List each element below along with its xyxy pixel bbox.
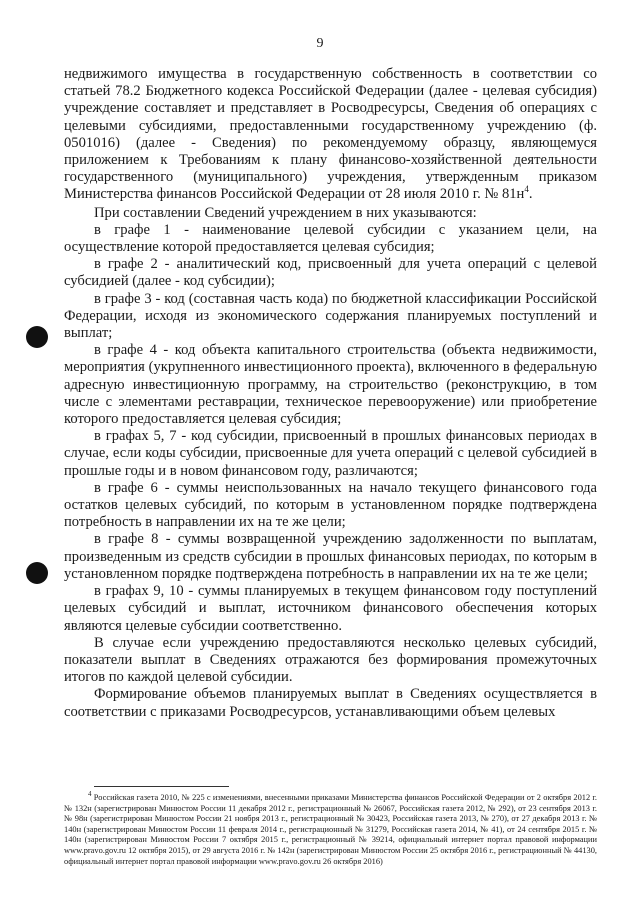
paragraph-list-intro: При составлении Сведений учреждением в них указываются:: [94, 204, 477, 221]
footnote-divider: [94, 786, 229, 787]
footnote: [64, 790, 597, 867]
paragraph-planned-payments: Формирование объемов планируемых выплат в Сведениях осуществляется в соответствии с приказами Росводресурсов, устанавливающими объем целевых: [64, 686, 597, 720]
footnote-reference: 4: [524, 184, 529, 195]
paragraph-column-1: в графе 1 - наименование целевой субсидии с указанием цели, на осуществление которой предоставляется целевая субсидия;: [64, 221, 597, 256]
paragraph-column-8: в графе 8 - суммы возвращенной учреждению задолженности по выплатам, произведенным из средств субсидии в прошлых финансовых периодах, по которым в установленном порядке подтверждена потребность в направлении их на те же цели;: [64, 531, 597, 582]
paragraph-column-2: в графе 2 - аналитический код, присвоенный для учета операций с целевой субсидией (далее - код субсидии);: [64, 256, 597, 290]
page-number: 9: [316, 36, 324, 51]
paragraph-column-6: в графе 6 - суммы неиспользованных на начало текущего финансового года остатков целевых субсидий, по которым в установленном порядке подтверждена потребность в направлении их на те же цели;: [64, 479, 597, 531]
footnote-text: Российская газета 2010, № 225 с изменениями, внесенными приказами Министерства финансов Российской Федерации от 2 октября 2012 г.№ 132н (зарегистрирован Минюстом России 11 декабря 2012 г., регистрационный № 26067, Российская газета 2012, № 292), от 23 сентября 2013 г. № 98н (зарегистрирован Минюстом России 21 ноября 2013 г., регистрационный № 30423, Российская газета 2013, № 270), от 27 декабря 2013 г. № 140н (зарегистрирован Минюстом России 11 февраля 2014 г., регистрационный № 31279, Российская газета 2014, № 41), от 24 сентября 2015 г. № 140н (зарегистрирован Минюстом России 7 октября 2015 г., регистрационный № 39214, официальный интернет портал правовой информации www.pravo.gov.ru 12 октября 2015), от 29 августа 2016 г. № 142н (зарегистрирован Минюстом России 25 октября 2016 г., регистрационный № 44130, официальный интернет портал правовой информации www.pravo.gov.ru 26 октября 2016): [64, 793, 597, 866]
paragraph-multiple-subsidies: В случае если учреждению предоставляются несколько целевых субсидий, показатели выплат в Сведениях отражаются без формирования промежуточных итогов по каждой целевой субсидии.: [64, 634, 597, 686]
binder-hole-top: [26, 326, 48, 348]
paragraph-intro: недвижимого имущества в государственную собственность в соответствии со статьей 78.2 Бюджетного кодекса Российской Федерации (далее - целевая субсидия) учреждение составляет и представляет в Росводресурсы, Сведения об операциях с целевыми субсидиями, предоставленными государственному учреждению (ф. 0501016) (далее - Сведения) по рекомендуемому образцу, являющемуся приложением к Требованиям к плану финансово-хозяйственной деятельности государственного (муниципального) учреждения, утвержденным приказом Министерства финансов Российской Федерации от 28 июля 2010 г. № $81н^4$.: [64, 66, 597, 203]
paragraph-column-4: в графе 4 - код объекта капитального строительства (объекта недвижимости, мероприятия (укрупненного инвестиционного проекта), включенного в федеральную адресную инвестиционную программу, на строительство (реконструкцию, в том числе с элементами реставрации, техническое перевооружение) или приобретение которого предоставляется целевая субсидия;: [64, 342, 597, 428]
paragraph-column-3: в графе 3 - код (составная часть кода) по бюджетной классификации Российской Федерации, исходя из экономического содержания планируемых поступлений и выплат;: [64, 290, 597, 342]
paragraph-columns-9-10: в графах 9, 10 - суммы планируемых в текущем финансовом году поступлений целевых субсидий и выплат, источником финансового обеспечения которых являются целевые субсидии соответственно.: [64, 583, 597, 634]
paragraph-columns-5-7: в графах 5, 7 - код субсидии, присвоенный в прошлых финансовых периодах в случае, если коды субсидии, присвоенные для учета операций с целевой субсидией в прошлые годы и в новом финансовом году, различаются;: [64, 428, 597, 479]
document-body: [64, 66, 597, 721]
footnote-mark: 4: [88, 790, 92, 799]
binder-hole-bottom: [26, 562, 48, 584]
